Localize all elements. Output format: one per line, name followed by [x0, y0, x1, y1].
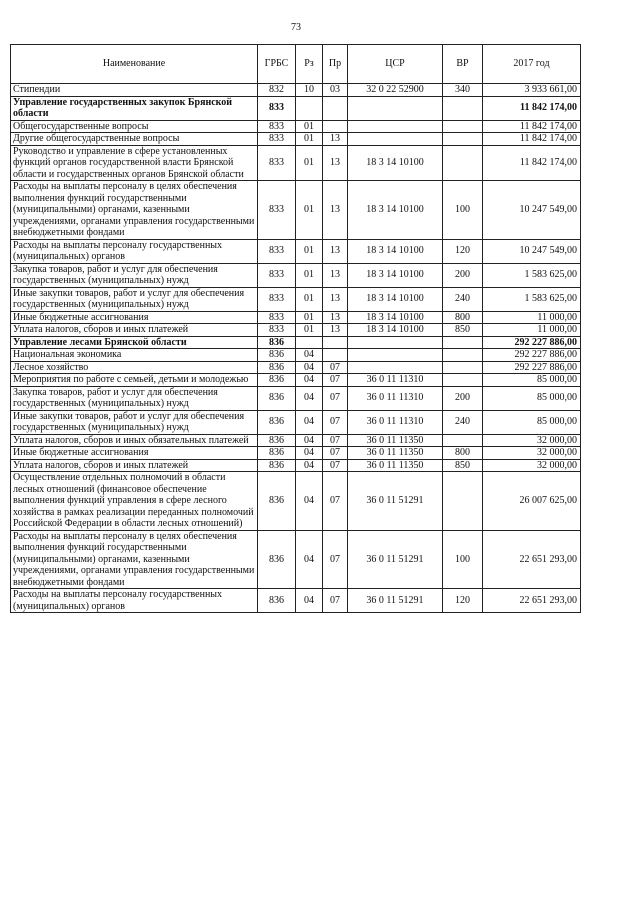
row-pr: 13	[323, 324, 348, 337]
row-amount: 11 842 174,00	[483, 145, 581, 181]
row-name: Мероприятия по работе с семьей, детьми и молодежью	[11, 374, 258, 387]
row-amount: 11 000,00	[483, 311, 581, 324]
row-amount: 85 000,00	[483, 374, 581, 387]
row-csr	[348, 361, 443, 374]
row-grbs: 833	[258, 287, 296, 311]
row-vr	[443, 145, 483, 181]
row-rz: 01	[296, 181, 323, 240]
table-row	[11, 361, 581, 374]
row-csr: 18 3 14 10100	[348, 324, 443, 337]
header-name: Наименование	[11, 45, 258, 84]
row-vr: 240	[443, 287, 483, 311]
row-csr: 18 3 14 10100	[348, 239, 443, 263]
row-name: Управление государственных закупок Брянской области	[11, 96, 258, 120]
row-name: Иные закупки товаров, работ и услуг для обеспечения государственных (муниципальных) нужд	[11, 410, 258, 434]
row-vr: 200	[443, 386, 483, 410]
row-grbs: 833	[258, 181, 296, 240]
row-csr: 36 0 11 11310	[348, 410, 443, 434]
row-amount: 32 000,00	[483, 447, 581, 460]
row-grbs: 836	[258, 410, 296, 434]
row-name: Расходы на выплаты персоналу в целях обеспечения выполнения функций государственными (муниципальными) органами, казенными учреждениями, органами управления государственными внебюджетными фондами	[11, 181, 258, 240]
row-name: Уплата налогов, сборов и иных платежей	[11, 324, 258, 337]
row-pr: 13	[323, 287, 348, 311]
row-pr: 13	[323, 311, 348, 324]
row-amount: 292 227 886,00	[483, 361, 581, 374]
row-pr: 07	[323, 589, 348, 613]
row-rz: 01	[296, 287, 323, 311]
table-row	[11, 181, 581, 240]
row-rz: 04	[296, 410, 323, 434]
row-csr: 36 0 11 51291	[348, 589, 443, 613]
row-csr	[348, 133, 443, 146]
row-vr: 340	[443, 84, 483, 97]
table-row	[11, 120, 581, 133]
row-vr: 800	[443, 447, 483, 460]
row-rz: 04	[296, 447, 323, 460]
row-name: Управление лесами Брянской области	[11, 336, 258, 349]
row-grbs: 833	[258, 324, 296, 337]
row-vr: 850	[443, 459, 483, 472]
row-csr: 36 0 11 11350	[348, 459, 443, 472]
table-row	[11, 434, 581, 447]
row-rz: 01	[296, 120, 323, 133]
row-rz: 04	[296, 589, 323, 613]
row-csr: 18 3 14 10100	[348, 287, 443, 311]
row-name: Осуществление отдельных полномочий в области лесных отношений (финансовое обеспечение выполнения функций управления в сфере лесного хозяйства в рамках реализации переданных полномочий Российской Федерации в области лесных отношений)	[11, 472, 258, 531]
row-csr: 36 0 11 11310	[348, 374, 443, 387]
row-amount: 10 247 549,00	[483, 239, 581, 263]
row-amount: 32 000,00	[483, 459, 581, 472]
row-pr: 13	[323, 239, 348, 263]
row-amount: 11 000,00	[483, 324, 581, 337]
row-grbs: 836	[258, 361, 296, 374]
row-pr: 03	[323, 84, 348, 97]
row-amount: 1 583 625,00	[483, 263, 581, 287]
row-name: Уплата налогов, сборов и иных платежей	[11, 459, 258, 472]
row-name: Иные бюджетные ассигнования	[11, 447, 258, 460]
row-grbs: 836	[258, 349, 296, 362]
row-name: Расходы на выплаты персоналу государственных (муниципальных) органов	[11, 589, 258, 613]
table-row	[11, 287, 581, 311]
row-name: Иные бюджетные ассигнования	[11, 311, 258, 324]
row-name: Иные закупки товаров, работ и услуг для обеспечения государственных (муниципальных) нужд	[11, 287, 258, 311]
row-vr	[443, 96, 483, 120]
row-vr: 850	[443, 324, 483, 337]
row-amount: 85 000,00	[483, 386, 581, 410]
table-row	[11, 263, 581, 287]
row-csr	[348, 336, 443, 349]
header-grbs: ГРБС	[258, 45, 296, 84]
row-amount: 3 933 661,00	[483, 84, 581, 97]
table-row	[11, 133, 581, 146]
row-grbs: 836	[258, 459, 296, 472]
table-row	[11, 84, 581, 97]
row-grbs: 833	[258, 145, 296, 181]
row-pr: 07	[323, 361, 348, 374]
row-rz: 01	[296, 133, 323, 146]
row-name: Общегосударственные вопросы	[11, 120, 258, 133]
row-pr: 07	[323, 447, 348, 460]
row-name: Руководство и управление в сфере установленных функций органов государственной власти Брянской области и государственных органов Брянской области	[11, 145, 258, 181]
row-name: Расходы на выплаты персоналу в целях обеспечения выполнения функций государственными (муниципальными) органами, казенными учреждениями, органами управления государственными внебюджетными фондами	[11, 530, 258, 589]
row-amount: 32 000,00	[483, 434, 581, 447]
row-name: Закупка товаров, работ и услуг для обеспечения государственных (муниципальных) нужд	[11, 386, 258, 410]
row-amount: 10 247 549,00	[483, 181, 581, 240]
row-pr: 07	[323, 530, 348, 589]
row-csr: 36 0 11 51291	[348, 472, 443, 531]
row-vr: 200	[443, 263, 483, 287]
row-amount: 11 842 174,00	[483, 96, 581, 120]
table-row	[11, 145, 581, 181]
row-grbs: 836	[258, 589, 296, 613]
row-pr: 07	[323, 386, 348, 410]
row-rz: 01	[296, 145, 323, 181]
header-row	[11, 45, 581, 84]
budget-table	[10, 44, 581, 613]
row-grbs: 836	[258, 447, 296, 460]
row-amount: 22 651 293,00	[483, 530, 581, 589]
row-vr: 120	[443, 239, 483, 263]
row-csr: 18 3 14 10100	[348, 145, 443, 181]
table-row	[11, 336, 581, 349]
table-row	[11, 96, 581, 120]
header-rz: Рз	[296, 45, 323, 84]
header-vr: ВР	[443, 45, 483, 84]
row-rz: 04	[296, 361, 323, 374]
row-csr	[348, 96, 443, 120]
row-rz: 01	[296, 239, 323, 263]
header-pr: Пр	[323, 45, 348, 84]
row-rz: 04	[296, 386, 323, 410]
table-row	[11, 374, 581, 387]
row-rz: 01	[296, 324, 323, 337]
row-vr	[443, 472, 483, 531]
row-vr	[443, 133, 483, 146]
table-row	[11, 324, 581, 337]
row-vr: 100	[443, 530, 483, 589]
row-grbs: 833	[258, 133, 296, 146]
row-rz: 04	[296, 530, 323, 589]
row-grbs: 836	[258, 530, 296, 589]
row-pr: 07	[323, 459, 348, 472]
row-csr: 18 3 14 10100	[348, 263, 443, 287]
row-amount: 292 227 886,00	[483, 336, 581, 349]
row-csr	[348, 349, 443, 362]
row-vr: 100	[443, 181, 483, 240]
table-row	[11, 447, 581, 460]
table-row	[11, 459, 581, 472]
row-pr	[323, 96, 348, 120]
row-pr: 07	[323, 374, 348, 387]
row-amount: 292 227 886,00	[483, 349, 581, 362]
row-csr: 36 0 11 51291	[348, 530, 443, 589]
row-csr: 18 3 14 10100	[348, 181, 443, 240]
row-vr	[443, 336, 483, 349]
row-amount: 1 583 625,00	[483, 287, 581, 311]
table-row	[11, 239, 581, 263]
row-rz	[296, 96, 323, 120]
row-pr: 13	[323, 133, 348, 146]
table-row	[11, 311, 581, 324]
row-amount: 22 651 293,00	[483, 589, 581, 613]
row-name: Стипендии	[11, 84, 258, 97]
row-amount: 11 842 174,00	[483, 120, 581, 133]
row-grbs: 833	[258, 311, 296, 324]
row-rz: 04	[296, 459, 323, 472]
page-number: 73	[291, 22, 301, 33]
row-grbs: 833	[258, 120, 296, 133]
row-vr: 800	[443, 311, 483, 324]
row-rz: 10	[296, 84, 323, 97]
table-row	[11, 386, 581, 410]
row-pr: 07	[323, 434, 348, 447]
row-vr	[443, 434, 483, 447]
table-row	[11, 589, 581, 613]
header-year: 2017 год	[483, 45, 581, 84]
table-row	[11, 472, 581, 531]
row-name: Расходы на выплаты персоналу государственных (муниципальных) органов	[11, 239, 258, 263]
table-row	[11, 410, 581, 434]
row-pr	[323, 336, 348, 349]
row-grbs: 833	[258, 96, 296, 120]
row-rz: 04	[296, 349, 323, 362]
row-rz	[296, 336, 323, 349]
row-rz: 04	[296, 434, 323, 447]
table-body	[11, 84, 581, 613]
row-amount: 11 842 174,00	[483, 133, 581, 146]
row-grbs: 836	[258, 472, 296, 531]
row-csr: 36 0 11 11310	[348, 386, 443, 410]
row-grbs: 836	[258, 374, 296, 387]
row-vr	[443, 349, 483, 362]
header-csr: ЦСР	[348, 45, 443, 84]
row-amount: 85 000,00	[483, 410, 581, 434]
row-grbs: 833	[258, 239, 296, 263]
row-pr: 07	[323, 472, 348, 531]
row-rz: 01	[296, 311, 323, 324]
row-pr	[323, 349, 348, 362]
row-pr: 07	[323, 410, 348, 434]
row-csr	[348, 120, 443, 133]
table-row	[11, 349, 581, 362]
row-grbs: 833	[258, 263, 296, 287]
row-csr: 18 3 14 10100	[348, 311, 443, 324]
row-name: Лесное хозяйство	[11, 361, 258, 374]
row-csr: 32 0 22 52900	[348, 84, 443, 97]
row-name: Другие общегосударственные вопросы	[11, 133, 258, 146]
row-name: Уплата налогов, сборов и иных обязательных платежей	[11, 434, 258, 447]
row-grbs: 836	[258, 336, 296, 349]
row-vr	[443, 120, 483, 133]
row-pr: 13	[323, 181, 348, 240]
row-csr: 36 0 11 11350	[348, 434, 443, 447]
row-amount: 26 007 625,00	[483, 472, 581, 531]
row-name: Национальная экономика	[11, 349, 258, 362]
row-vr	[443, 361, 483, 374]
row-grbs: 836	[258, 386, 296, 410]
row-vr: 120	[443, 589, 483, 613]
table-row	[11, 530, 581, 589]
row-pr	[323, 120, 348, 133]
row-grbs: 836	[258, 434, 296, 447]
row-rz: 04	[296, 374, 323, 387]
row-pr: 13	[323, 145, 348, 181]
row-grbs: 832	[258, 84, 296, 97]
row-rz: 01	[296, 263, 323, 287]
row-pr: 13	[323, 263, 348, 287]
row-vr: 240	[443, 410, 483, 434]
row-rz: 04	[296, 472, 323, 531]
row-name: Закупка товаров, работ и услуг для обеспечения государственных (муниципальных) нужд	[11, 263, 258, 287]
row-vr	[443, 374, 483, 387]
row-csr: 36 0 11 11350	[348, 447, 443, 460]
